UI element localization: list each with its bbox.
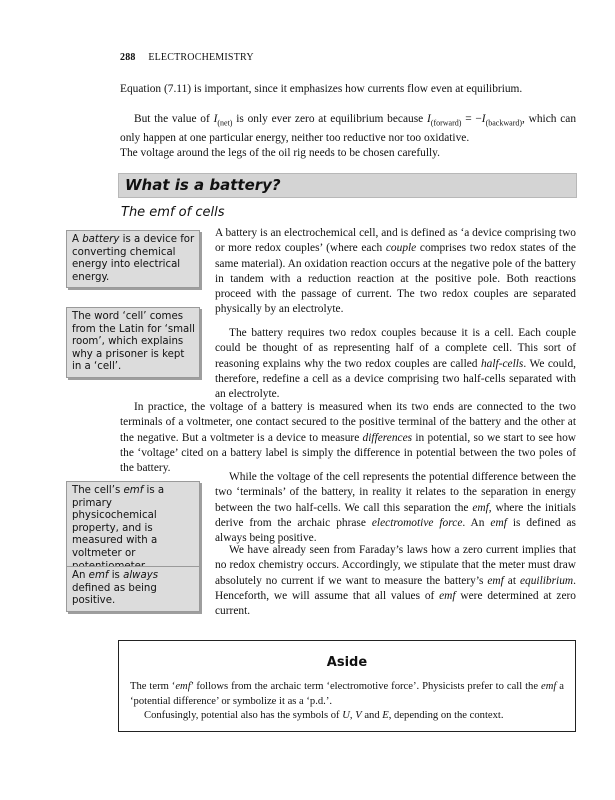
running-title: ELECTROCHEMISTRY	[148, 52, 254, 63]
aside-paragraph-2: Confusingly, potential also has the symbols of U, V and E, depending on the context.	[144, 710, 504, 721]
aside-title: Aside	[326, 655, 368, 670]
margin-note-emf-property: The cell’s emf is a primary physicochemical property, and is measured with a voltmeter or	[66, 481, 200, 577]
body-paragraph-2: The battery requires two redox couples because it is a cell. Each couple could be thought of as representing half of a complete cell. This sort of reasoning explains why the two redox couples are called half-cells. We could, therefore, redefine a cell as a device comprising two half-cells separated with an electrolyte.	[215, 327, 576, 401]
running-header	[120, 52, 254, 63]
body-paragraph-4: While the voltage of the cell represents the potential difference between the two ‘terminals’ of the battery, in reality it relates to the separation in energy between the two half-cells. We call this separation the emf, where the initials derive from the archaic phrase electromotive force. An emf is defined as always being positive.	[215, 471, 576, 545]
margin-note-emf-positive: An emf is always defined as being positive.	[66, 566, 200, 612]
body-paragraph-5: We have already seen from Faraday’s laws how a zero current implies that no redox chemistry occurs. Accordingly, we stipulate that the meter must draw absolutely no current if we want to measure the battery’s emf at equilibrium. Henceforth, we will assume that all values of emf were determined at zero current.	[215, 544, 576, 618]
subsection-heading: The emf of cells	[121, 205, 225, 220]
aside-paragraph-1: The term ‘emf’ follows from the archaic term ‘electromotive force’. Physicists prefer to call the emf a ‘potential difference’ or symbolize it as a ‘p.d.’.	[130, 681, 564, 707]
intro-paragraph-3: The voltage around the legs of the oil rig needs to be chosen carefully.	[120, 146, 440, 159]
intro-paragraph-2: But the value of $I_{(net)}$ is only ever zero at equilibrium because $I_{(forward)} = -I_{(backward)}$, which can only happen at one particular energy, neither too reductive nor too oxidative. The voltage around the legs of the oil rig needs to be chosen carefully.	[120, 113, 577, 159]
margin-note-cell-origin: The word ‘cell’ comes from the Latin for ‘small room’, which explains why a prisoner is kept in a ‘cell’.	[66, 307, 200, 378]
aside-box	[118, 640, 576, 732]
aside-body	[130, 680, 564, 724]
section-heading: What is a battery?	[118, 173, 577, 198]
body-paragraph-1: A battery is an electrochemical cell, and is defined as ‘a device comprising two or more redox couples’ (where each couple comprises two redox states of the same material). An oxidation reaction occurs at the negative pole of the battery in tandem with a reduction reaction at the positive pole. Both reactions proceed with the passage of current. The two redox couples are separated physically by an electrolyte.	[215, 227, 576, 316]
margin-note-battery: A battery is a device for converting chemical energy into electrical energy.	[66, 230, 200, 288]
page-number: 288	[120, 52, 136, 63]
body-paragraph-3: In practice, the voltage of a battery is measured when its two ends are connected to the two terminals of a voltmeter, one contact secured to the positive terminal of the battery and the other at the negative. But a voltmeter is a device to measure differences in potential, so we start to see how the ‘voltage’ cited on a battery label is simply the difference in potential between the two poles of the battery.	[120, 401, 576, 475]
intro-paragraph-1: Equation (7.11) is important, since it emphasizes how currents flow even at equilibrium.	[120, 83, 523, 95]
